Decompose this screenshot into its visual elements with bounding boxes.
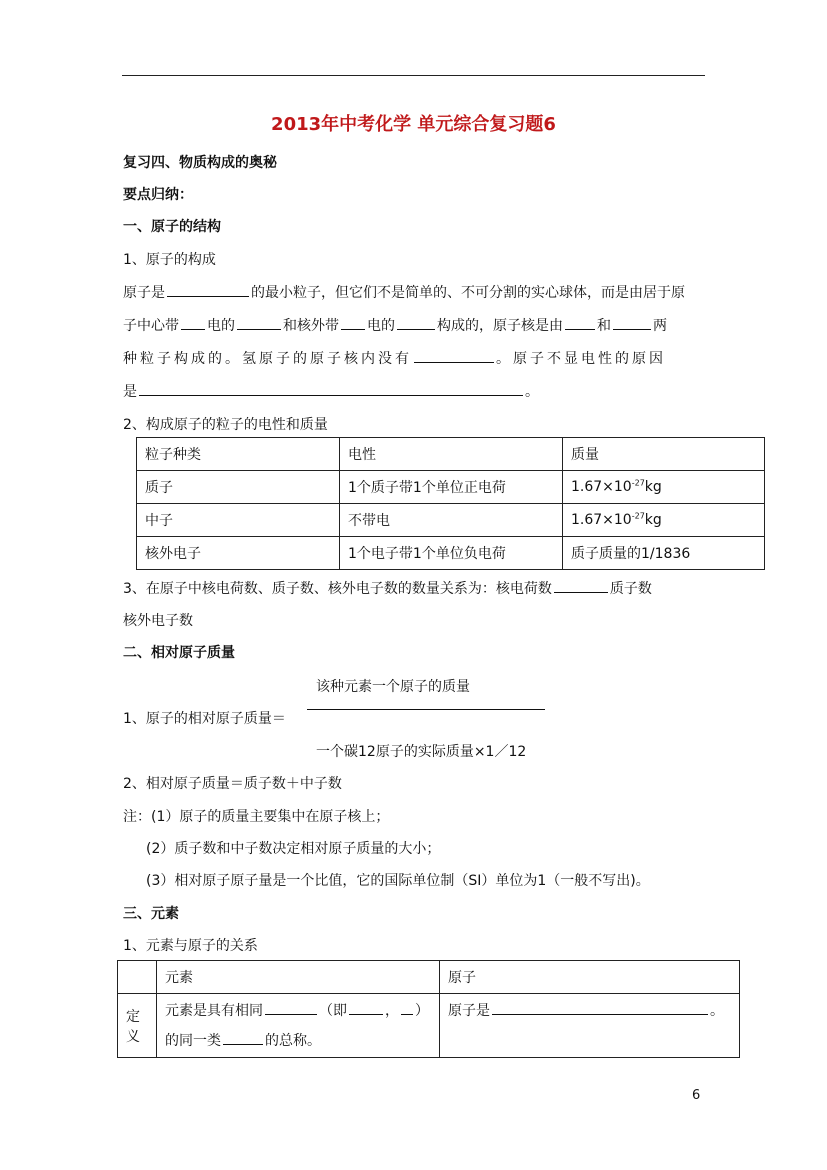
fill-blank[interactable]: [167, 282, 249, 297]
text: （即: [319, 1002, 347, 1019]
table-cell: 不带电: [340, 504, 563, 537]
table-cell: 1个质子带1个单位正电荷: [340, 471, 563, 504]
table-header-cell: 电性: [340, 438, 563, 471]
part1-heading: 一、原子的结构: [123, 219, 221, 235]
fraction-denominator: 一个碳12原子的实际质量×1／12: [316, 744, 527, 760]
text: 电的: [207, 318, 235, 334]
fill-blank[interactable]: [237, 315, 281, 330]
part1-sub3: [123, 578, 652, 598]
note-3: (3）相对原子原子量是一个比值，它的国际单位制（SI）单位为1（一般不写出)。: [146, 873, 650, 889]
section-heading: 复习四、物质构成的奥秘: [123, 155, 277, 171]
table-corner-cell: [118, 961, 157, 994]
table-header-row: [118, 961, 740, 994]
text: 。原子不显电性的原因: [496, 351, 666, 367]
table-cell: [563, 504, 765, 537]
fill-blank[interactable]: [223, 1030, 263, 1045]
fraction-lhs: 1、原子的相对原子质量＝: [123, 711, 286, 727]
text: 和: [597, 318, 611, 334]
table-header-row: [137, 438, 765, 471]
table-header-cell: 原子: [440, 961, 740, 994]
table-header-cell: 元素: [157, 961, 440, 994]
table-cell: 中子: [137, 504, 340, 537]
fill-blank[interactable]: [565, 315, 595, 330]
particle-table: [136, 437, 765, 570]
page-number: 6: [692, 1088, 701, 1103]
fill-blank[interactable]: [265, 1000, 317, 1015]
text: 质子数: [609, 581, 652, 597]
table-cell: 1个电子带1个单位负电荷: [340, 537, 563, 570]
fill-blank[interactable]: [349, 1000, 383, 1015]
table-cell: 核外电子: [137, 537, 340, 570]
fill-blank[interactable]: [613, 315, 651, 330]
part3-sub1: 1、元素与原子的关系: [123, 938, 258, 954]
para-line-3: [123, 348, 666, 368]
table-cell: 质子质量的1/1836: [563, 537, 765, 570]
fraction-numerator: 该种元素一个原子的质量: [316, 679, 470, 695]
table-row: [137, 537, 765, 570]
text: 种粒子构成的。氢原子的原子核内没有: [123, 351, 412, 367]
part2-sub2: 2、相对原子质量＝质子数＋中子数: [123, 776, 342, 792]
table-row-label: 定义: [118, 994, 157, 1058]
text: 的最小粒子，但它们不是简单的、不可分割的实心球体，而是由居于原: [251, 285, 685, 301]
text: 。: [710, 1003, 724, 1019]
mass-unit: kg: [644, 479, 662, 495]
fill-blank[interactable]: [341, 315, 365, 330]
text: 原子是: [448, 1003, 490, 1019]
note-1: 注：(1）原子的质量主要集中在原子核上；: [123, 809, 390, 825]
part1-sub3-cont: 核外电子数: [123, 613, 193, 629]
fill-blank[interactable]: [492, 1000, 708, 1015]
text: 电的: [367, 318, 395, 334]
fraction-bar: [307, 709, 545, 710]
part3-heading: 三、元素: [123, 906, 179, 922]
table-row: [137, 471, 765, 504]
text: 元素是具有相同: [165, 1002, 263, 1019]
table-cell: 质子: [137, 471, 340, 504]
text: 原子是: [123, 285, 165, 301]
mass-exponent: -27: [631, 511, 645, 521]
header-rule: [122, 75, 705, 76]
table-cell: [563, 471, 765, 504]
text: ，: [385, 1002, 399, 1019]
text: 两: [653, 318, 667, 334]
table-cell: [157, 994, 440, 1058]
element-atom-table: [117, 960, 740, 1058]
fill-blank[interactable]: [414, 348, 494, 363]
part2-heading: 二、相对原子质量: [123, 645, 235, 661]
para-line-1: [123, 282, 685, 302]
text: 3、在原子中核电荷数、质子数、核外电子数的数量关系为：核电荷数: [123, 581, 552, 597]
text: 是: [123, 384, 137, 400]
para-line-4: [123, 381, 539, 401]
table-cell: [440, 994, 740, 1058]
fill-blank[interactable]: [401, 1000, 413, 1015]
mass-base: 1.67×10: [571, 512, 632, 528]
para-line-2: [123, 315, 667, 335]
table-header-cell: 质量: [563, 438, 765, 471]
text: 的总称。: [265, 1032, 321, 1049]
table-header-cell: 粒子种类: [137, 438, 340, 471]
fill-blank[interactable]: [181, 315, 205, 330]
document-title: 2013年中考化学 单元综合复习题6: [271, 114, 556, 135]
fill-blank[interactable]: [139, 381, 523, 396]
mass-exponent: -27: [631, 478, 645, 488]
part1-sub1: 1、原子的构成: [123, 252, 216, 268]
mass-unit: kg: [644, 512, 662, 528]
fill-blank[interactable]: [554, 578, 608, 593]
fill-blank[interactable]: [397, 315, 435, 330]
text: 构成的，原子核是由: [437, 318, 563, 334]
table-row: [118, 994, 740, 1058]
table-row: [137, 504, 765, 537]
text: ）: [415, 1002, 429, 1019]
text: 的同一类: [165, 1032, 221, 1049]
text: 和核外带: [283, 318, 339, 334]
note-2: (2）质子数和中子数决定相对原子质量的大小；: [146, 841, 441, 857]
text: 子中心带: [123, 318, 179, 334]
mass-base: 1.67×10: [571, 479, 632, 495]
part1-sub2: 2、构成原子的粒子的电性和质量: [123, 417, 328, 433]
key-points-label: 要点归纳：: [123, 187, 193, 203]
text: 。: [525, 384, 539, 400]
